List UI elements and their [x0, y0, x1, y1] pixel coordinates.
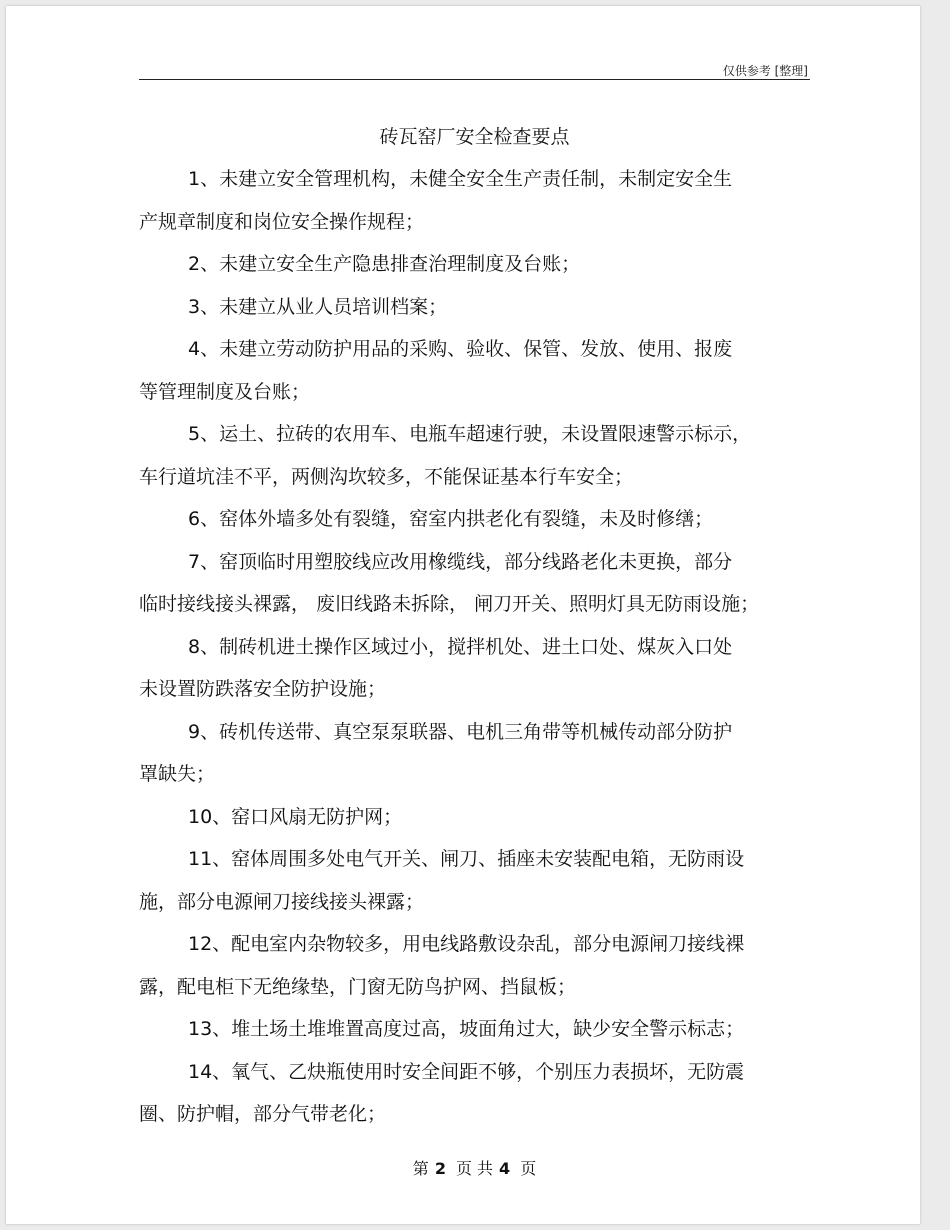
checklist [139, 158, 815, 1136]
footer-prefix: 第 [412, 1159, 429, 1178]
checklist-item [139, 1008, 815, 1051]
checklist-item-line: 未设置防跌落安全防护设施； [139, 678, 387, 700]
page-footer [139, 1156, 810, 1179]
checklist-item [139, 413, 815, 498]
checklist-item-line: 10、窑口风扇无防护网； [188, 805, 403, 828]
checklist-item-line: 6、窑体外墙多处有裂缝，窑室内拱老化有裂缝，未及时修缮； [188, 508, 714, 530]
checklist-item-line: 4、未建立劳动防护用品的采购、验收、保管、发放、使用、报废 [188, 338, 733, 360]
checklist-item-line: 临时接线接头裸露， 废旧线路未拆除， 闸刀开关、照明灯具无防雨设施； [139, 593, 760, 615]
checklist-item [139, 158, 815, 243]
header-note: 仅供参考 [整理] [722, 64, 808, 78]
checklist-item [139, 711, 815, 796]
checklist-item [139, 541, 815, 626]
checklist-item [139, 923, 815, 1008]
header-divider [139, 79, 810, 80]
checklist-item [139, 286, 815, 329]
checklist-item-line: 11、窑体周围多处电气开关、闸刀、插座未安装配电箱，无防雨设 [188, 848, 745, 870]
checklist-item-line: 2、未建立安全生产隐患排查治理制度及台账； [188, 253, 581, 275]
checklist-item [139, 243, 815, 286]
document-page [6, 6, 920, 1224]
checklist-item [139, 838, 815, 923]
checklist-item-line: 8、制砖机进土操作区域过小，搅拌机处、进土口处、煤灰入口处 [188, 635, 733, 658]
checklist-item-line: 施，部分电源闸刀接线接头裸露； [139, 890, 425, 913]
footer-suffix: 页 [520, 1159, 537, 1178]
footer-middle: 页 共 [455, 1159, 494, 1178]
total-pages-number: 4 [499, 1159, 511, 1178]
checklist-item-line: 等管理制度及台账； [139, 380, 311, 403]
current-page-number: 2 [434, 1159, 446, 1178]
checklist-item [139, 1051, 815, 1136]
checklist-item-line: 产规章制度和岗位安全操作规程； [139, 210, 425, 233]
checklist-item-line: 1、未建立安全管理机构，未健全安全生产责任制，未制定安全生 [188, 168, 733, 190]
document-title: 砖瓦窑厂安全检查要点 [379, 126, 570, 148]
checklist-item-line: 13、堆土场土堆堆置高度过高，坡面角过大，缺少安全警示标志； [188, 1018, 745, 1040]
checklist-item [139, 498, 815, 541]
checklist-item-line: 9、砖机传送带、真空泵泵联器、电机三角带等机械传动部分防护 [188, 720, 733, 743]
checklist-item [139, 328, 815, 413]
checklist-item-line: 车行道坑洼不平，两侧沟坎较多，不能保证基本行车安全； [139, 465, 634, 488]
checklist-item-line: 14、氧气、乙炔瓶使用时安全间距不够，个别压力表损坏，无防震 [188, 1060, 745, 1083]
checklist-item-line: 12、配电室内杂物较多，用电线路敷设杂乱，部分电源闸刀接线裸 [188, 933, 745, 955]
checklist-item-line: 圈、防护帽，部分气带老化； [139, 1103, 387, 1125]
checklist-item-line: 7、窑顶临时用塑胶线应改用橡缆线，部分线路老化未更换，部分 [188, 550, 733, 573]
checklist-item [139, 626, 815, 711]
checklist-item-line: 5、运土、拉砖的农用车、电瓶车超速行驶，未设置限速警示标示， [188, 423, 752, 445]
checklist-item-line: 罩缺失； [139, 763, 216, 785]
checklist-item-line: 3、未建立从业人员培训档案； [188, 295, 448, 318]
checklist-item-line: 露，配电柜下无绝缘垫，门窗无防鸟护网、挡鼠板； [139, 975, 577, 998]
checklist-item [139, 796, 815, 839]
